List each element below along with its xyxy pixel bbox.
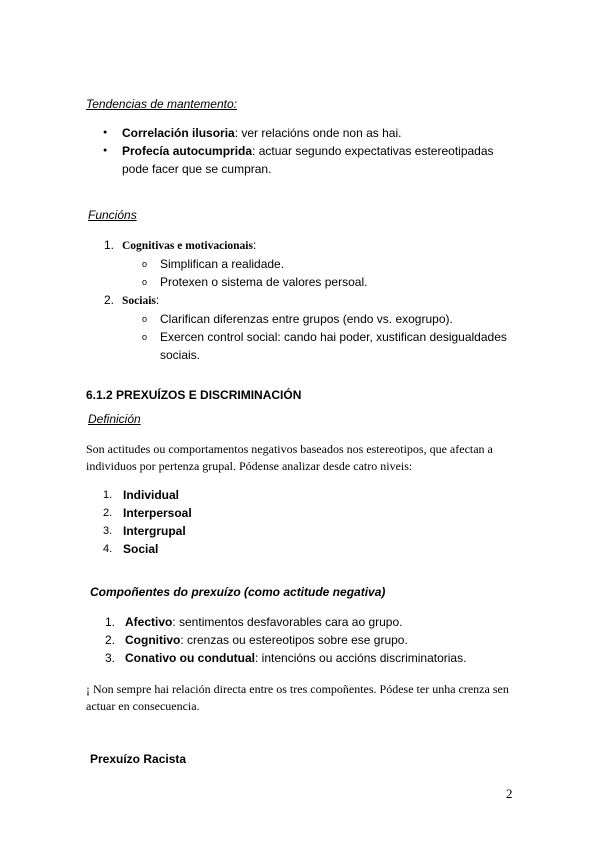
list-item: [105, 613, 525, 631]
list-item: [103, 504, 192, 522]
list-item: [104, 236, 524, 255]
sublist-item: [142, 310, 512, 328]
funcions-list: [104, 236, 524, 364]
list-item: [103, 124, 523, 142]
compoentes-note: ¡ Non sempre hai relación directa entre os tres compoñentes. Pódese ter unha crenza sen actuar en consecuencia.: [86, 682, 509, 713]
definicion-heading: Definición: [88, 412, 141, 426]
item-text: : intencións ou accións discriminatorias.: [255, 651, 467, 665]
sublist-item: [142, 255, 524, 273]
page-number: 2: [506, 786, 513, 801]
sublist-text: Protexen o sistema de valores persoal.: [160, 275, 368, 289]
circle-bullet-icon: o: [142, 332, 148, 342]
sublist-text: Clarifican diferenzas entre grupos (endo vs. exogrupo).: [160, 312, 453, 326]
tendencias-list: [103, 124, 523, 178]
item-number: 4.: [103, 543, 113, 555]
definicion-text: Son actitudes ou comportamentos negativos baseados nos estereotipos, que afectan a individuos por pertenza grupal. Pódense analizar desde catro niveis:: [86, 442, 493, 473]
item-number: 2.: [105, 633, 116, 647]
item-bold: Cognitivas e motivacionais: [122, 240, 253, 252]
item-number: 2.: [104, 293, 115, 307]
item-bold: Individual: [123, 488, 180, 502]
list-item: [103, 522, 192, 540]
item-bold: Interpersoal: [123, 506, 192, 520]
list-item: [103, 540, 192, 558]
item-bold: Profecía autocumprida: [122, 144, 253, 158]
item-number: 1.: [105, 615, 116, 629]
section-title: 6.1.2 PREXUÍZOS E DISCRIMINACIÓN: [86, 388, 302, 402]
bullet-icon: ●: [103, 129, 108, 136]
circle-bullet-icon: o: [142, 314, 148, 324]
item-text: : crenzas ou estereotipos sobre ese grupo.: [180, 633, 408, 647]
item-number: 3.: [105, 651, 116, 665]
sublist-text: Exercen control social: cando hai poder, xustifican desigualdades sociais.: [160, 330, 507, 362]
item-bold: Correlación ilusoria: [122, 126, 235, 140]
prexuizo-racista-heading: Prexuízo Racista: [90, 752, 187, 766]
sublist: [142, 255, 524, 291]
sublist-text: Simplifican a realidade.: [160, 257, 285, 271]
compoentes-list: [105, 613, 525, 667]
item-number: 3.: [103, 525, 113, 537]
tendencias-heading: Tendencias de mantemento:: [86, 97, 237, 111]
list-item: [105, 649, 525, 667]
item-bold: Conativo ou condutual: [125, 651, 255, 665]
list-item: [104, 291, 524, 310]
list-item: [105, 631, 525, 649]
item-text: : sentimentos desfavorables cara ao grupo.: [172, 615, 403, 629]
compoentes-heading: Compoñentes do prexuízo (como actitude negativa): [90, 585, 386, 599]
sublist-item: [142, 328, 512, 364]
circle-bullet-icon: o: [142, 277, 148, 287]
item-bold: Social: [123, 542, 159, 556]
item-text: :: [252, 238, 257, 252]
bullet-icon: ●: [103, 147, 108, 154]
item-text: :: [155, 293, 160, 307]
niveis-list: [103, 486, 192, 558]
item-bold: Sociais: [122, 295, 156, 307]
item-bold: Cognitivo: [125, 633, 181, 647]
item-number: 2.: [103, 507, 113, 519]
item-number: 1.: [103, 489, 113, 501]
sublist: [142, 310, 512, 364]
item-bold: Intergrupal: [123, 524, 186, 538]
circle-bullet-icon: o: [142, 259, 148, 269]
sublist-item: [142, 273, 524, 291]
item-number: 1.: [104, 238, 115, 252]
item-bold: Afectivo: [125, 615, 173, 629]
list-item: [103, 142, 523, 178]
funcions-heading: Funcións: [88, 208, 137, 222]
item-text: : actuar segundo expectativas estereotipadas pode facer que se cumpran.: [122, 144, 494, 176]
item-text: : ver relacións onde non as hai.: [234, 126, 402, 140]
list-item: [103, 486, 192, 504]
